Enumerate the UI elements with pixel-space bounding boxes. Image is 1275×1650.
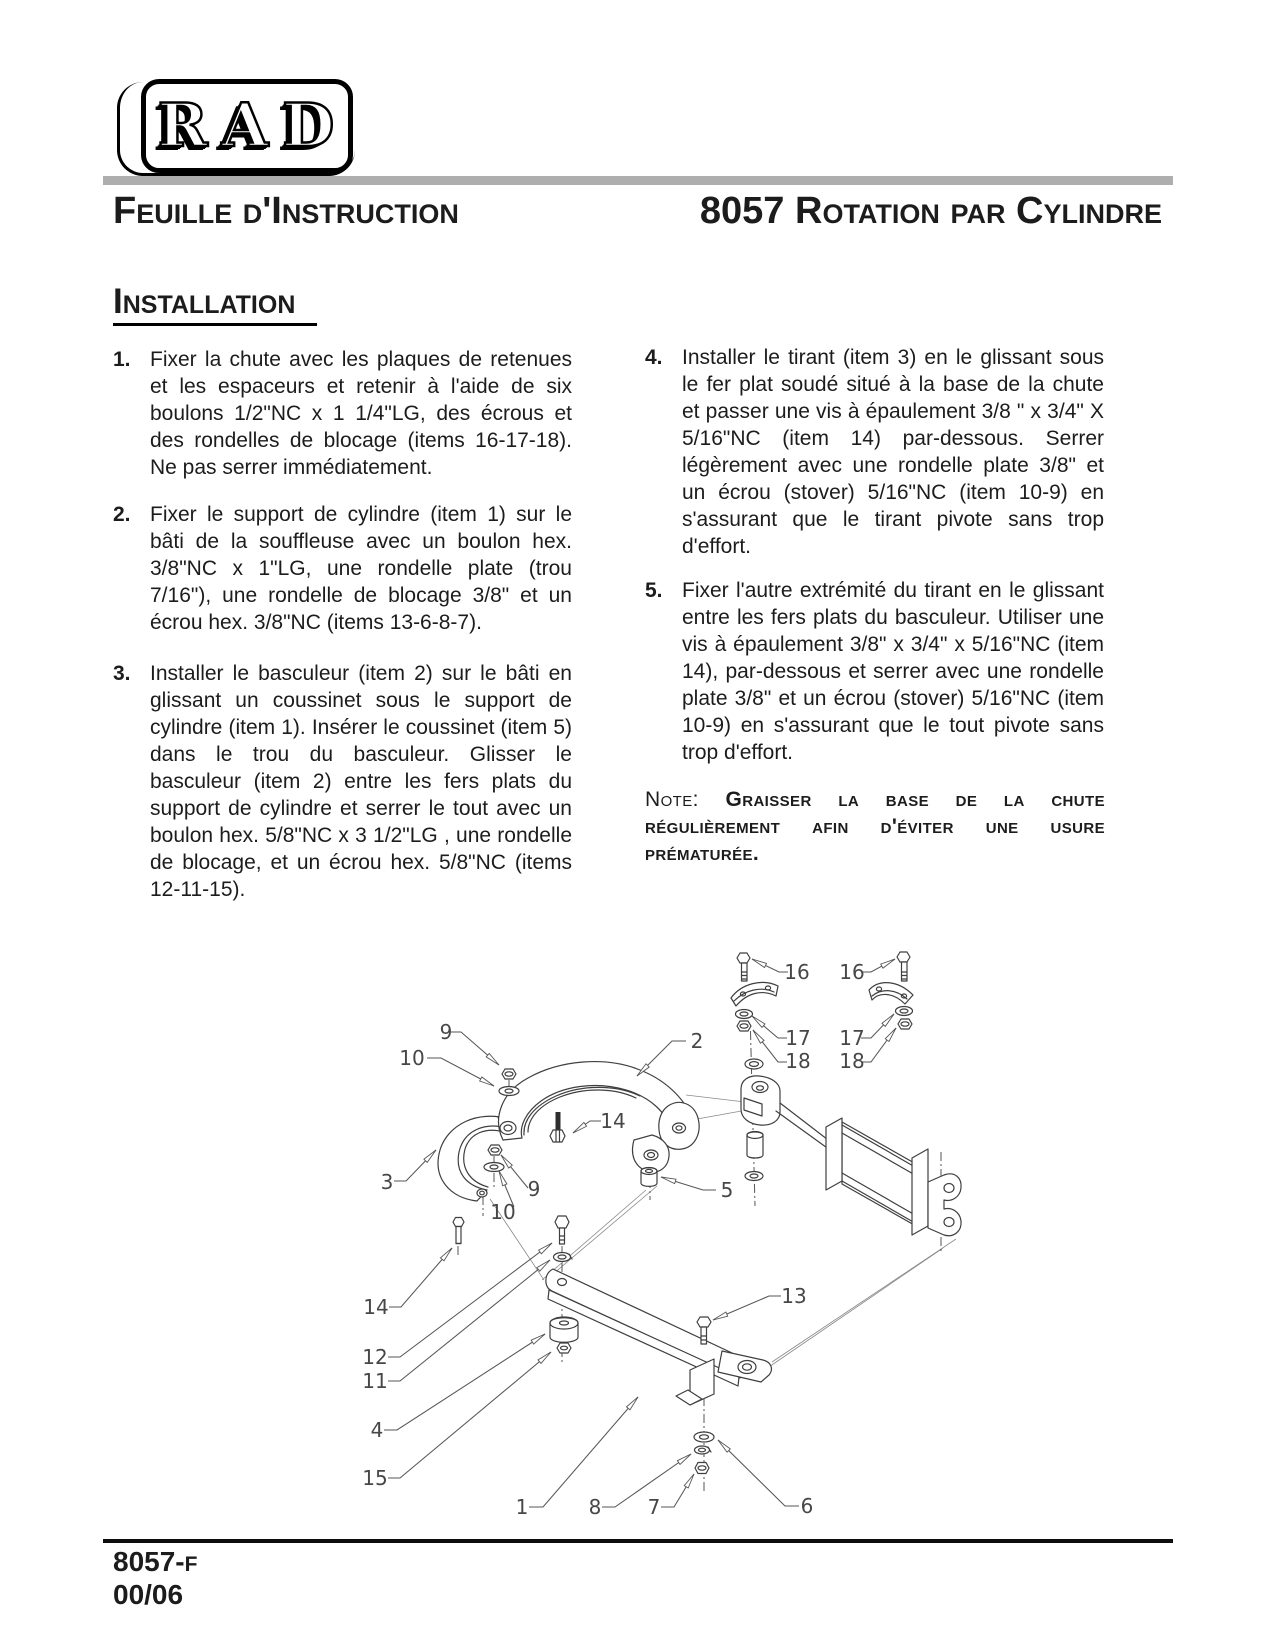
callout-17: 17: [785, 1026, 811, 1050]
callout-7: 7: [647, 1495, 661, 1519]
callout-14: 14: [600, 1109, 626, 1133]
callout-17: 17: [839, 1026, 865, 1050]
footer-block: [113, 1547, 197, 1610]
part-bushing-item5: [641, 1168, 657, 1187]
step-4: [645, 344, 1104, 560]
note-label: Note:: [645, 788, 699, 811]
callout-2: 2: [690, 1029, 704, 1053]
callout-3: 3: [380, 1170, 394, 1194]
header-divider-bar: [103, 176, 1173, 185]
callout-9: 9: [439, 1020, 453, 1044]
part-shoulder-screw-item14-upper: [550, 1112, 565, 1142]
footer-rule: [103, 1539, 1173, 1543]
callout-4: 4: [370, 1418, 384, 1442]
logo-box: [141, 79, 353, 173]
callout-6: 6: [800, 1494, 814, 1518]
callout-12: 12: [362, 1345, 388, 1369]
callout-14: 14: [363, 1295, 389, 1319]
part-basculeur-item2: [499, 1062, 700, 1173]
step-number: 1.: [113, 348, 131, 371]
step-text: Installer le tirant (item 3) en le glissant sous le fer plat soudé situé à la base de la chute et passer une vis à épaulement 3/8 " x 3/4" X 5/16"NC (item 14) par-dessous. Serrer légèrement avec une rondelle plate 3/8" et un écrou (stover) 5/16"NC (item 10-9) en s'assurant que le tirant pivote sans trop d'effort.: [682, 346, 1104, 558]
callout-1: 1: [515, 1495, 529, 1519]
step-2: [113, 501, 572, 636]
doc-type-title: Feuille d'Instruction: [113, 190, 459, 232]
callout-13: 13: [781, 1284, 807, 1308]
callout-labels: [362, 959, 896, 1519]
step-text: Fixer la chute avec les plaques de retenues et les espaceurs et retenir à l'aide de six boulons 1/2"NC x 1 1/4"LG, des écrous et des rondelles de blocage (items 16-17-18). Ne pas serrer immédiatement.: [150, 348, 572, 479]
rad-logo: [113, 66, 375, 176]
callout-15: 15: [362, 1466, 388, 1490]
step-number: 3.: [113, 662, 131, 685]
footer-part-suffix: F: [184, 1553, 198, 1576]
step-1: [113, 346, 572, 481]
callout-11: 11: [362, 1369, 388, 1393]
step-5: [645, 577, 1104, 766]
step-3: [113, 660, 572, 903]
step-text: Fixer le support de cylindre (item 1) sur le bâti de la souffleuse avec un boulon hex. 3/8"NC x 1"LG, une rondelle plate (trou 7/16"), une rondelle de blocage 3/8" et un écrou hex. 3/8"NC (items 13-6-8-7).: [150, 503, 572, 634]
step-number: 2.: [113, 503, 131, 526]
part-cylinder-assembly: [741, 1059, 961, 1236]
callout-10: 10: [490, 1200, 516, 1224]
part-shoulder-screw-item14-lower: [453, 1218, 464, 1244]
callout-18: 18: [839, 1049, 865, 1073]
callout-9: 9: [527, 1177, 541, 1201]
logo-text: RAD: [157, 91, 349, 161]
step-number: 4.: [645, 346, 663, 369]
section-heading-installation: Installation: [113, 282, 317, 326]
callout-5: 5: [720, 1178, 734, 1202]
product-title: 8057 Rotation par Cylindre: [699, 190, 1162, 232]
step-number: 5.: [645, 579, 663, 602]
callout-16: 16: [784, 960, 810, 984]
callout-18: 18: [785, 1049, 811, 1073]
step-text: Installer le basculeur (item 2) sur le bâti en glissant un coussinet sous le support de cylindre (item 1). Insérer le coussinet (item 5) dans le trou du basculeur. Glisser le basculeur (item 2) entre les fers plats du support de cylindre et serrer le tout avec un boulon hex. 5/8"NC x 3 1/2"LG , une rondelle de blocage, et un écrou hex. 5/8"NC (items 12-11-15).: [150, 662, 572, 901]
part-support-bar-item1: [546, 1269, 772, 1405]
step-text: Fixer l'autre extrémité du tirant en le glissant entre les fers plats du basculeur. Utiliser une vis à épaulement 3/8" x 3/4" x 5/16"NC (item 14), par-dessous et serrer avec une rondelle plate 3/8" et un écrou (stover) 5/16"NC (item 10-9) en s'assurant que le tout pivote sans trop d'effort.: [682, 579, 1104, 764]
callout-16: 16: [839, 960, 865, 984]
grease-note: [645, 786, 1105, 867]
note-text: Graisser la base de la chute régulièrement afin d'éviter une usure prématurée.: [645, 788, 1105, 865]
footer-date-code: 00/06: [113, 1579, 184, 1610]
footer-part-code: 8057-F: [113, 1546, 198, 1577]
exploded-parts-diagram: [280, 895, 1030, 1525]
callout-8: 8: [588, 1495, 602, 1519]
callout-10: 10: [399, 1046, 425, 1070]
title-row: [113, 190, 1162, 233]
